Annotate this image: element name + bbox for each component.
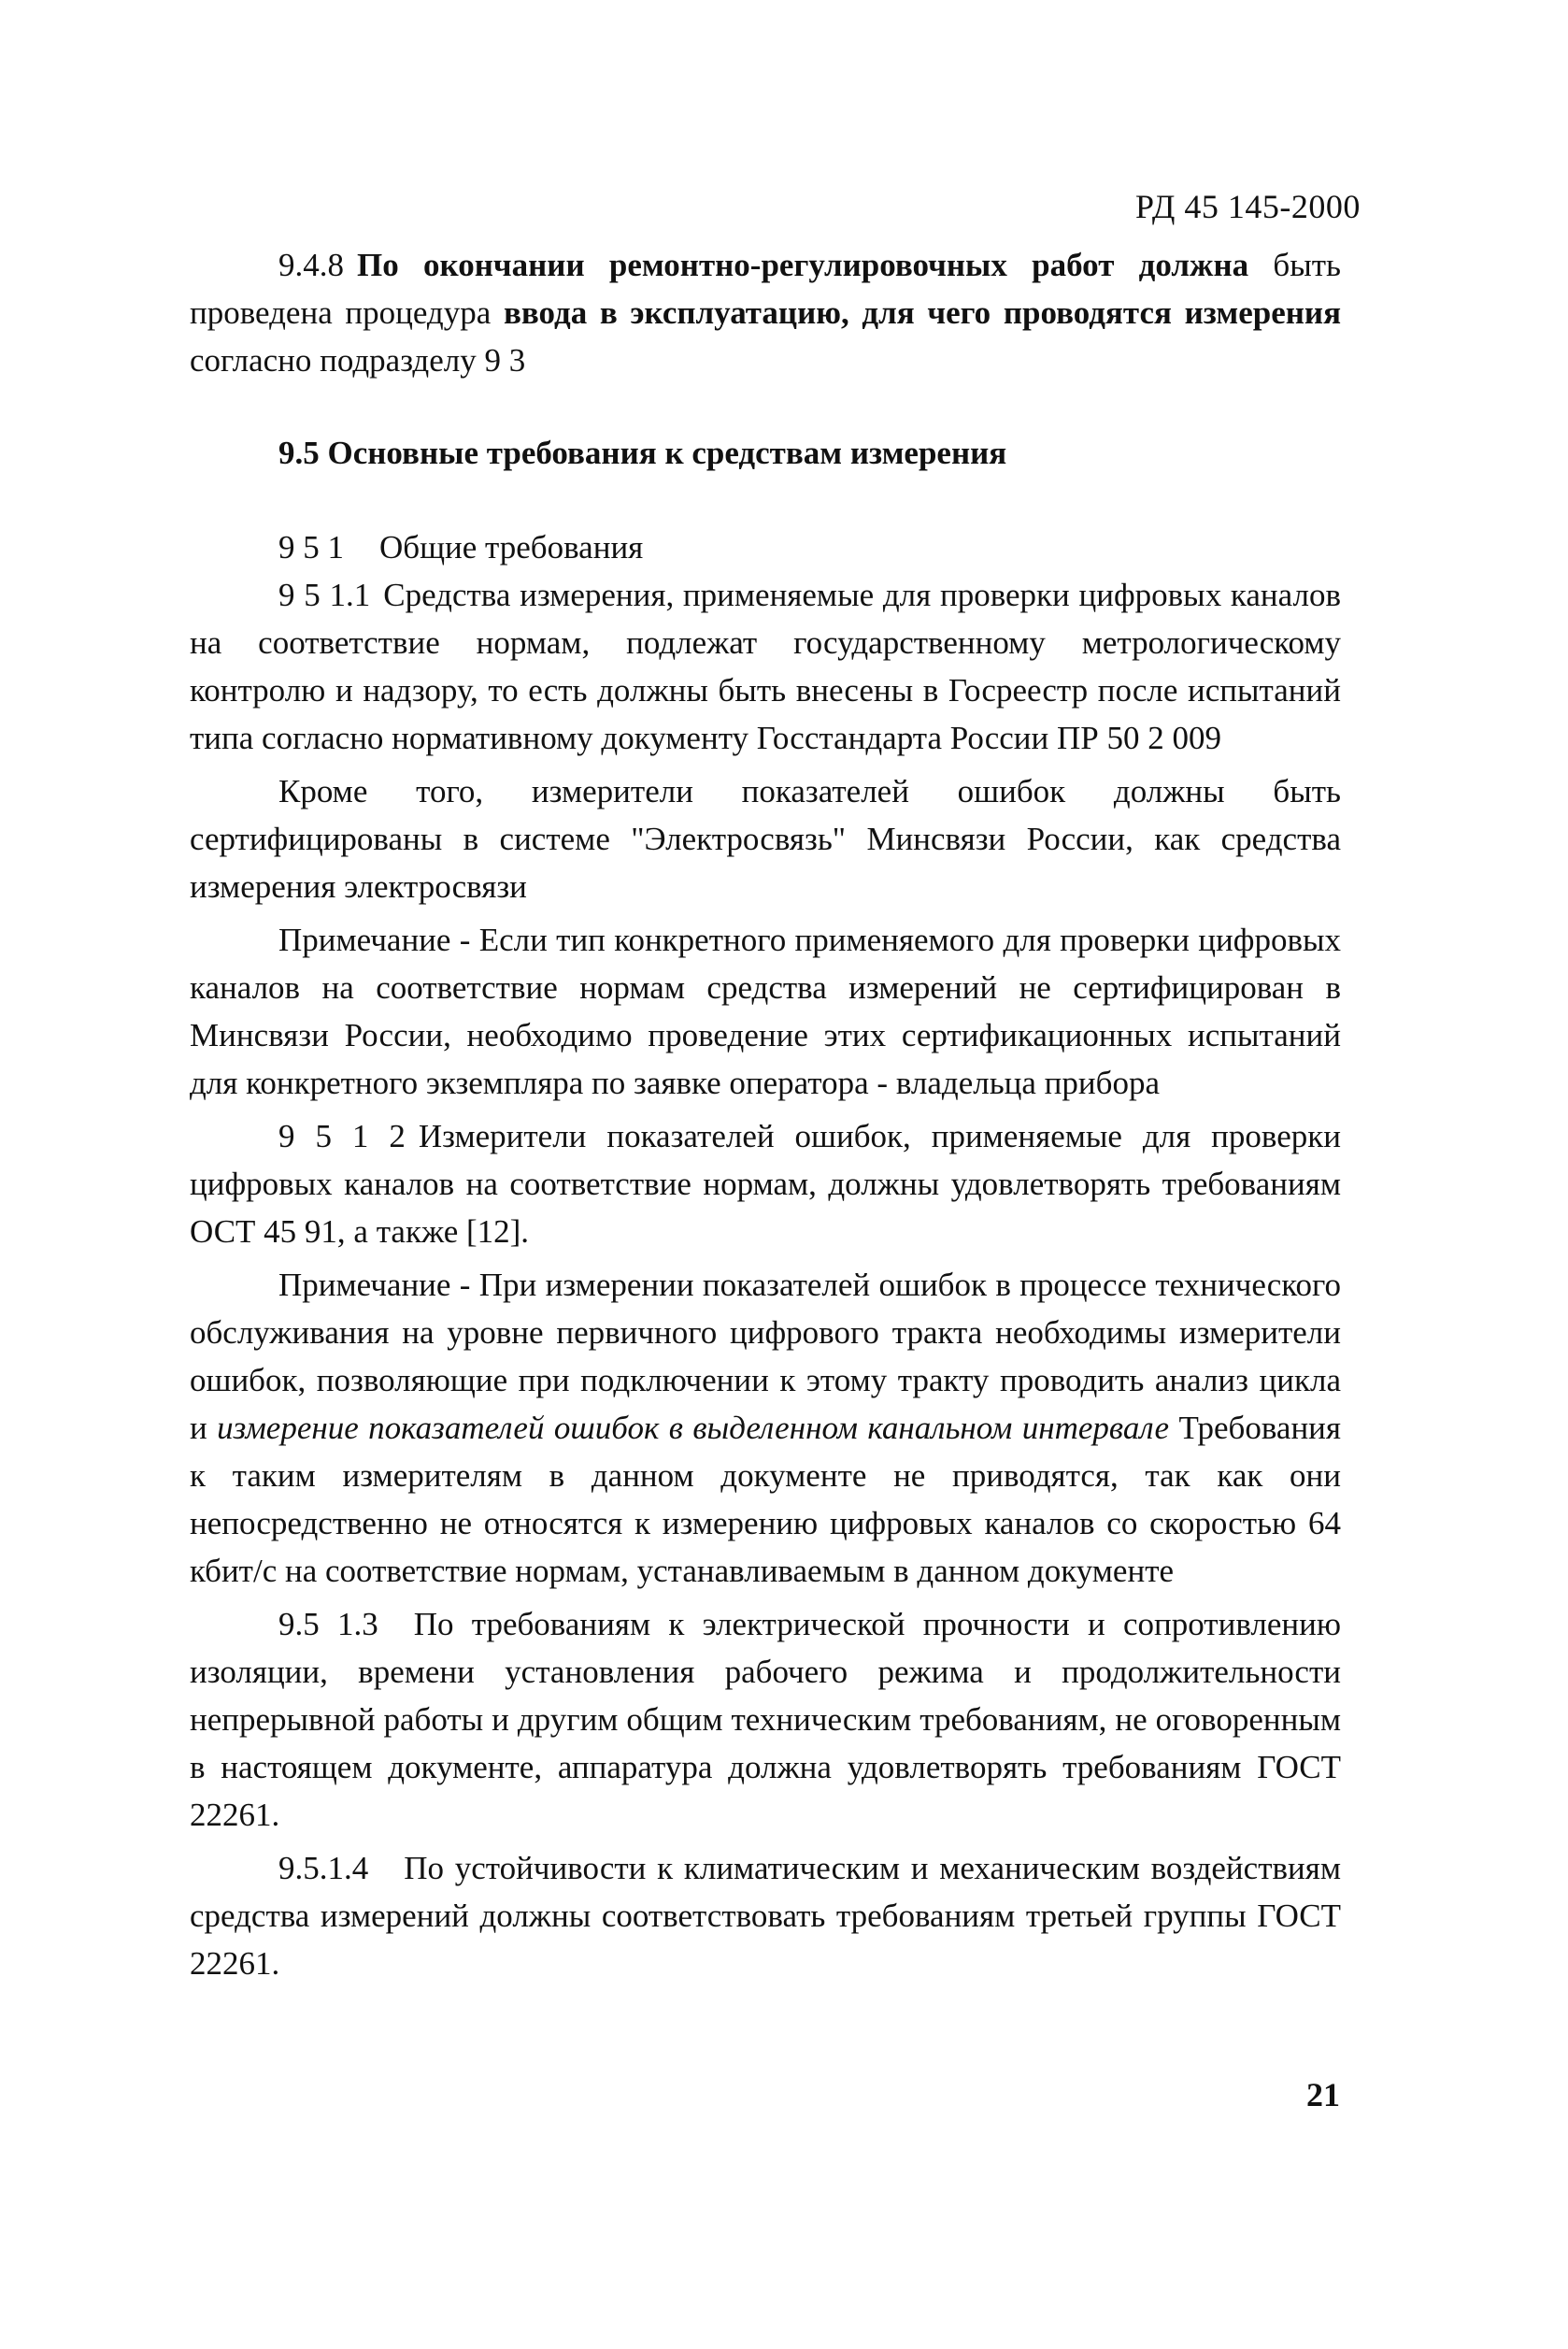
paragraph-9-5-1-1	[190, 571, 1341, 762]
bold-text: По окончании ремонтно-регулировочных работ должна	[357, 247, 1249, 283]
bold-text: ввода в эксплуатацию, для чего проводятся измерения	[503, 294, 1342, 331]
body-text: Требования к таким измерителям в данном документе не приводятся, так как они непосредственно не относятся к измерению цифровых каналов со скоростью 64 кбит/с на соответствие нормам, устанавливаемым в данном документе	[190, 1410, 1342, 1589]
clause-number: 9.4.8	[278, 247, 344, 283]
paragraph-9-5-1-2	[190, 1112, 1341, 1255]
body-text: быть проведена процедура	[190, 247, 1341, 331]
clause-number: 9.5.1.4	[278, 1850, 369, 1886]
body-text: Примечание - При измерении показателей ошибок в процессе технического обслуживания на уровне первичного цифрового тракта необходимы измерители ошибок, позволяющие при подключении к этому тракту проводить анализ цикла и	[190, 1267, 1341, 1446]
note-2	[190, 1261, 1341, 1595]
paragraph-kromet-togo: Кроме того, измерители показателей ошибок должны быть сертифицированы в системе "Электросвязь" Минсвязи России, как средства измерения электросвязи	[190, 773, 1341, 905]
subsection-9-5-1	[190, 523, 1341, 571]
note-1: Примечание - Если тип конкретного применяемого для проверки цифровых каналов на соответствие нормам средства измерений не сертифицирован в Минсвязи России, необходимо проведение этих сертификационных испытаний для конкретного экземпляра по заявке оператора - владельца прибора	[190, 922, 1341, 1101]
clause-number: 9 5 1.1	[278, 577, 371, 613]
document-code-header: РД 45 145-2000	[1135, 188, 1361, 225]
clause-number: 9.5 1.3	[278, 1606, 378, 1642]
section-title-9-5: 9.5 Основные требования к средствам измерения	[278, 435, 1007, 471]
body-text: По устойчивости к климатическим и механическим воздействиям средства измерений должны соответствовать требованиям третьей группы ГОСТ 22261.	[190, 1850, 1341, 1982]
body-text: Средства измерения, применяемые для проверки цифровых каналов на соответствие нормам, подлежат государственному метрологическому контролю и надзору, то есть должны быть внесены в Госреестр после испытаний типа согласно нормативному документу Госстандарта России ПР 50 2 009	[190, 577, 1341, 756]
paragraph-9-4-8	[190, 241, 1341, 384]
subsection-title: Общие требования	[379, 529, 644, 566]
body-text: По требованиям к электрической прочности и сопротивлению изоляции, времени установления рабочего режима и продолжительности непрерывной работы и другим общим техническим требованиям, не оговоренным в настоящем документе, аппаратура должна удовлетворять требованиям ГОСТ 22261.	[190, 1606, 1341, 1833]
paragraph-9-5-1-4	[190, 1844, 1341, 1987]
body-text: Измерители показателей ошибок, применяемые для проверки цифровых каналов на соответствие нормам, должны удовлетворять требованиям ОСТ 45 91, а также [12].	[190, 1118, 1342, 1250]
clause-number: 9 5 1	[278, 529, 344, 566]
clause-number: 9 5 1 2	[278, 1118, 406, 1154]
paragraph-9-5-1-3	[190, 1600, 1341, 1839]
body-text: согласно подразделу 9 3	[190, 342, 526, 379]
italic-text: измерение показателей ошибок в выделенном канальном интервале	[217, 1410, 1170, 1446]
page-body	[190, 241, 1341, 1987]
page-number: 21	[1306, 2076, 1340, 2113]
